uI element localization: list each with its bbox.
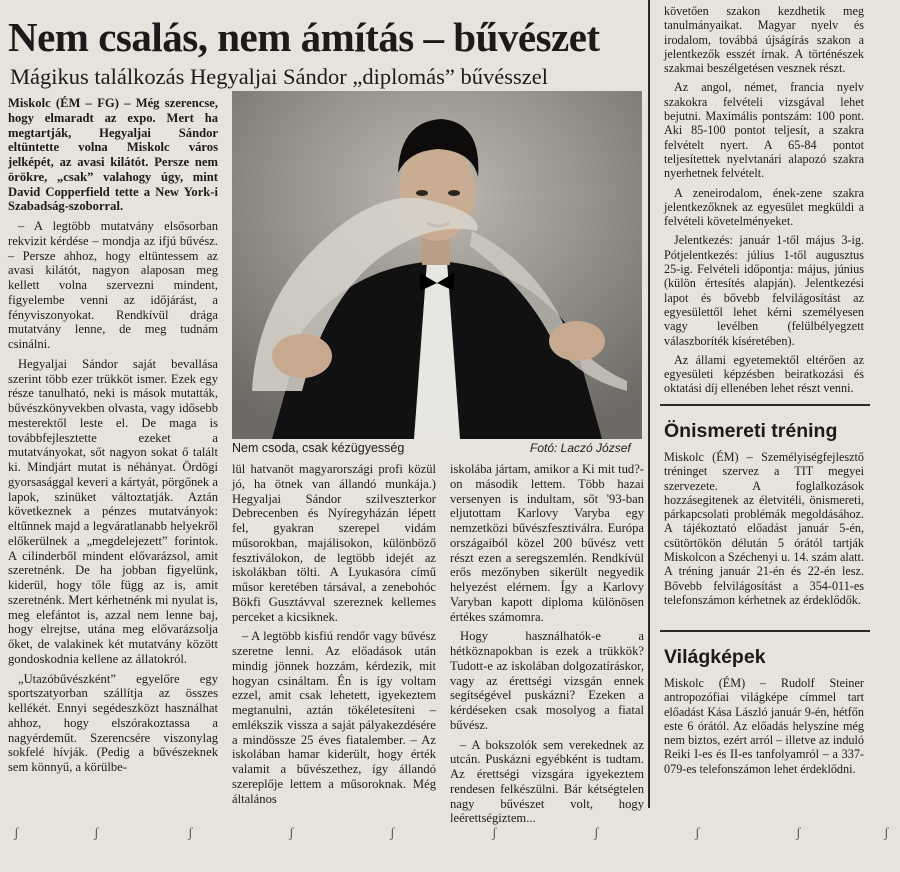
binding-mark-icon: ʃ — [695, 826, 700, 841]
right-paragraph: Az állami egyetemektől eltérően az egyesületi képzésben beiratkozási és oktatási díj ellenében lehet részt venni. — [664, 352, 864, 396]
article-paragraph: – A legtöbb kisfiú rendőr vagy bűvész szeretne lenni. Az előadások után mindig jönnek hozzám, kérdezik, mit hogyan csináltam. Én is így voltam ezzel, amit csak lehetett, igyekeztem megtanulni, aztán tökéletesíteni – emlékszik vissza a saját pályakezdésére a mindössze 25 éves fiatalember. – Az iskolában hamar kiderült, hogy érték valamit a bűvészethez, így állandó szereplője lettem a műsoroknak. Még általános — [232, 629, 436, 806]
binding-mark-icon: ʃ — [796, 826, 801, 841]
magician-photo-image — [232, 91, 642, 439]
box2-paragraph: Miskolc (ÉM) – Rudolf Steiner antropozófiai világképe címmel tart előadást Kása László január 9-én, hétfőn este 6 órától. Az előadás helyszíne még nem biztos, ezért arról – illetve az induló Reiki I-es és II-es tanfolyamról – a 337-079-es telefonszámon lehet érdeklődni. — [664, 676, 864, 776]
box1-text — [664, 450, 864, 612]
binding-mark-icon: ʃ — [390, 826, 395, 841]
binding-mark-icon: ʃ — [14, 826, 19, 841]
article-paragraph: – A bokszolók sem verekednek az utcán. Puskázni egyébként is tudtam. Az érettségi vizsgára igyekeztem rendesen felkészülni. Bár kétségtelen nagy bűvészet volt, hogy leérettségiztem... — [450, 737, 644, 826]
right-paragraph: Az angol, német, francia nyelv szakokra felvételi vizsgával lehet bejutni. Maximális pontszám: 100 pont. Aki 85-100 pontot teljesít, a szakra felvételt nyert. A 65-84 pontot teljesítettek nyelvtanári alapozó szakra nyerhetnek felvételt. — [664, 80, 864, 181]
box-divider — [660, 404, 870, 406]
article-column-3 — [450, 462, 644, 831]
binding-mark-icon: ʃ — [884, 826, 889, 841]
box1-paragraph: Miskolc (ÉM) – Személyiségfejlesztő tréninget szervez a TIT megyei szervezete. A foglalkozások hozzásegitenek az életvitéli, önismereti, párkapcsolati problémák megoldásához. A tájékoztató előadást január 5-én, csütörtökön délután 5 órától tartják Miskolcon a Széchenyi u. 14. szám alatt. A tréning január 21-én és 22-én lesz. Bővebb felvilágosítást a 354-011-es telefonszámon kérhetnek az érdeklődők. — [664, 450, 864, 607]
photo-caption: Nem csoda, csak kézügyesség — [232, 441, 405, 455]
article-column-1 — [8, 96, 218, 780]
magician-photo — [232, 91, 642, 439]
page-bottom-edge — [0, 820, 900, 872]
article-paragraph: lül hatvanöt magyarországi profi közül jó, ha ötnek van állandó munkája.) Hegyaljai Sándor szilveszterkor Debrecenben és Nyíregyházán lépett fel, gyakran szerepel vidám műsorokban, majálisokon, különböző fesztiválokon, de legtöbb idejét az iskolákban tölti. A Lyukasóra című műsor keretében társával, a zenebohóc Bökfi Gusztávval szereznek kellemes perceket a kicsiknek. — [232, 462, 436, 624]
binding-mark-icon: ʃ — [188, 826, 193, 841]
box2-title: Világképek — [664, 646, 766, 668]
right-paragraph: A zeneirodalom, ének-zene szakra jelentkezőknek az egyesület megküldi a felvételi követelményeket. — [664, 185, 864, 229]
article-paragraph: „Utazóbűvészként” egyelőre egy sportszatyorban szállítja az összes kellékét. Ennyi segédeszközt használhat ahhoz, hogy elszórakoztassa a nagyérdeműt. Szerencsére viszonylag sokfelé hívják. (Pedig a bűvészeknek sem könnyű, a körülbe- — [8, 671, 218, 774]
binding-mark-icon: ʃ — [594, 826, 599, 841]
article-paragraph: iskolába jártam, amikor a Ki mit tud?-on második lettem. Több hazai versenyen is indultam, sőt '93-ban eljutottam Karlovy Varyba egy nemzetközi bűvészfesztiválra. Európa országaiból közel 200 bűvész vett részt ezen a seregszemlén. Rendkívül erős mezőnyben sikerült negyedik helyezést elérnem. Így a Karlovy Varyban kapott diploma különösen értékes számomra. — [450, 462, 644, 624]
article-paragraph: – A legtöbb mutatvány elsősorban rekvizit kérdése – mondja az ifjú bűvész. – Persze ahhoz, hogy eltüntessem az avasi kilátót, nagyon alaposan meg kellett volna szervezni mindent, figyelembe venni az időjárást, a fényviszonyokat. Rendkívül drága mutatvány lenne, de meg tudnám csinálni. — [8, 219, 218, 351]
article-headline: Nem csalás, nem ámítás – bűvészet — [8, 14, 600, 60]
article-paragraph: Hogy használhatók-e a hétköznapokban is ezek a trükkök? Tudott-e az iskolában dolgozatíráskor, vagy az érettségi vizsgán ennek segítségével puskázni? Ezeken a kérdéseken csak mosolyog a fiatal bűvész. — [450, 629, 644, 732]
box1-title: Önismereti tréning — [664, 420, 838, 442]
right-column-article — [664, 4, 864, 401]
binding-mark-icon: ʃ — [94, 826, 99, 841]
box-divider — [660, 630, 870, 632]
photo-credit: Fotó: Laczó József — [530, 441, 631, 455]
article-paragraph: Hegyaljai Sándor saját bevallása szerint több ezer trükköt ismer. Ezek egy része tanulható, neki is mások mutatták, bűvészkönyvekben olvasta, vagy idősebb mesterektől leste el. De maga is továbbfejlesztette ezeket a mutatványokat, sőt nagyon sokat ő talált ki. Mindjárt mutat is néhányat. Ördögi gyorsasággal keveri a kártyát, pörgőnek a lapok, szinüket változtatják. Aztán következnek a pénzes mutatványok: eltűnnek majd a legváratlanabb helyekről előkerülnek a „megdelejezett” forintok. A cilinderből mindent elővarázsol, amit szeretnénk. De ha jobban figyelünk, kiderül, hogy tőle függ az is, amit szeretnénk. Mert kérhetnénk mi nyulat is, meg elefántot is, azzal nem lenne baj, hogy elrejtse, utána meg elővarázsolja őket, de valakinek két mutatvány között gondoskodnia kellene az állatokról. — [8, 356, 218, 666]
binding-mark-icon: ʃ — [492, 826, 497, 841]
right-paragraph: követően szakon kezdhetik meg tanulmányaikat. Magyar nyelv és irodalom, továbbá újságírás szakon a jelentkezők esszét írnak. A történészek szakmai beszélgetésen vesznek részt. — [664, 4, 864, 76]
binding-mark-icon: ʃ — [289, 826, 294, 841]
article-lead: Miskolc (ÉM – FG) – Még szerencse, hogy elmaradt az expo. Mert ha megtartják, Hegyaljai Sándor eltüntette volna Miskolc város jelképét, az avasi kilátót. Persze nem örökre, „csak” valahogy úgy, mint David Copperfield tette a New York-i Szabadság-szoborral. — [8, 96, 218, 214]
right-paragraph: Jelentkezés: január 1-től május 3-ig. Pótjelentkezés: július 1-től augusztus 25-ig. Felvételi időpontja: május, június (külön értesítés alapján). Jelentkezési lapot és bővebb felvilágosítást az egyesülettől lehet kérni személyesen vagy levélben (felülbélyegzett válaszboríték kíséretében). — [664, 233, 864, 348]
box2-text — [664, 676, 864, 781]
article-subheadline: Mágikus találkozás Hegyaljai Sándor „diplomás” bűvésszel — [10, 64, 548, 89]
column-divider — [648, 0, 650, 808]
article-column-2 — [232, 462, 436, 811]
